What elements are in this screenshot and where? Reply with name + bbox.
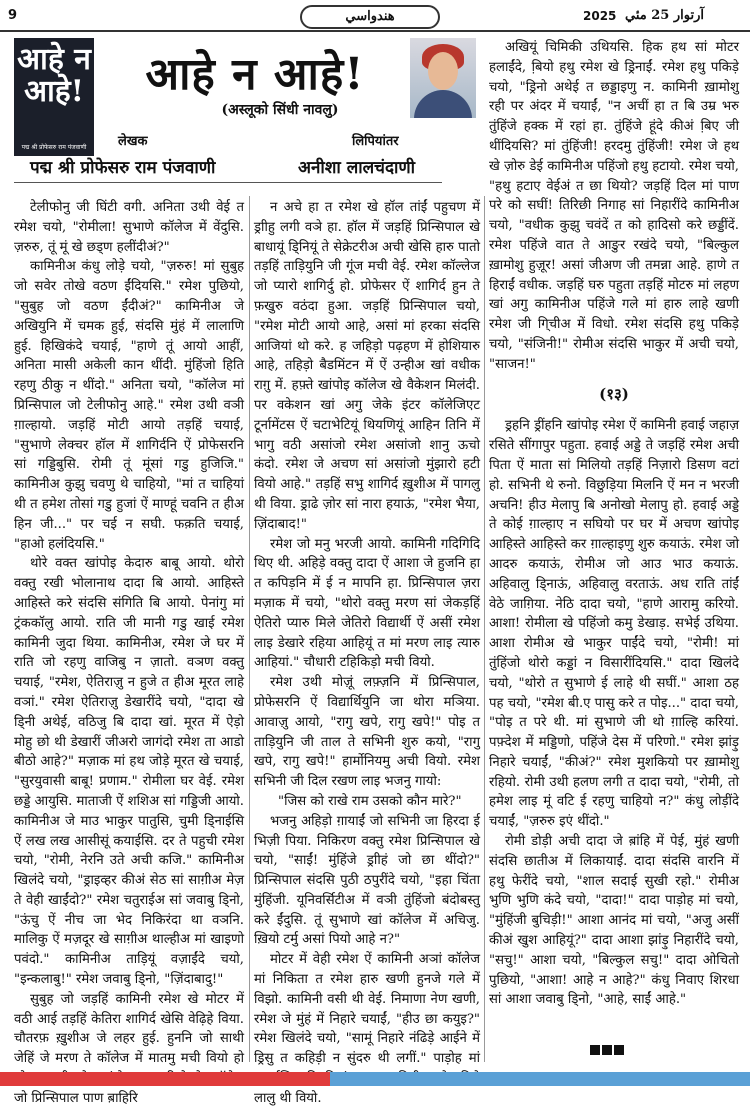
- column-2: [254, 198, 480, 1109]
- paragraph: रमेश उथी मोज़ूं लफ़्ज़नि में प्रिन्सिपाल, प्रोफेसरनि ऐं विद्यार्थियुनि जा थोरा मञिया. आवाज़ु आयो, "रागु खपे, रागु खपे!" पोइ त ताड़ियुनि जी ताल ते सभिनी शुरु कयो, "रागु खपे, रागु खपे!" हार्मोनियमु अची वियो. रमेश सभिनी जी दिल रखण लाइ भजनु गायो:: [254, 675, 480, 790]
- paragraph: भजनु अहिड़ो ग़ायाईं जो सभिनी जा हिरदा ई भिज़ी पिया. निकिरण वक्तु रमेश प्रिन्सिपाल खे चयो, "साईं! मुंहिंजे ड्राीहं जो छा थींदो?" प्रिन्सिपाल संदसि पुठी ठपुरींदे चयो, "इहा चिंता मुंहिंजी. यूनिवर्सिटीअ में वञी तुंहिंजो बंदोबस्तु करे ईंदुसि. तूं सुभाणे खां कॉलेज में अचिजु. ख़ियो टर्मु असां पियो आहे न?": [254, 813, 480, 948]
- chapter-number: (१३): [599, 384, 629, 403]
- page-header: [0, 0, 750, 34]
- date-arabic: آرتوار 25 مئي: [625, 8, 704, 23]
- paragraph: मोटर में वेही रमेश ऐं कामिनी अञां कॉलेज मां निकिता त रमेश हारु खणी हुनजे गले में विझो. कामिनी वसी थी वेई. निमाणा नेण खणी, रमेश जे मुंहं में निहारे चयाईं, "हीउ छा कयुइ?" रमेश खिलंदे चयो, "सामूं निहारे नंढिड़े आईने में ड्रिसु त कहिड़ी न सुंदरु थी लगीं." पाड़ोह मां लालु थी वियो.: [254, 952, 480, 1106]
- page-number: 9: [8, 8, 18, 23]
- paragraph: सुबुह जो जड़हिं कामिनी रमेश खे मोटर में वठी आई तड़हिं केतिरा शागिर्द खेसि वेढ़िहे विया. चौतरफ़ ख़ुशीअ जे लहर हुई. हुननि जो साथी जेहिं जे मरण ते कॉलेज में मातमु मची वियो हो जो प्रिन्सिपाल पाण ब़ाहिरि: [14, 991, 244, 1106]
- credits-rule: [14, 182, 442, 183]
- author-label: लेखक: [118, 134, 148, 149]
- paragraph: कामिनीअ कंधु लोड़े चयो, "ज़रुरु! मां सुबुह जो सवेर तोखे वठण ईंदियसि." रमेश पुछियो, "सुबुह जो वठण ईंदीअं?" कामिनीअ जे अखियुनि में चमक हुई, संदसि मुंहं में लालाणि हुई. हिखिकंदे चयाई, "हाणे तूं आयो आहीं, अनिता मासी अकेली कान थींदी. मुंहिंजो हिति रहणु ठीकु न थींदो." अनिता चयो, "कॉलेज मां प्रिन्सिपाल जो टेलीफोनु आहे." रमेश उथी वञी ग़ाल्हायो. जड़हिं मोटी आयो तड़हिं चयाई, "सुभाणे लेक्चर हॉल में शागिर्दनि ऐं प्रोफेसरनि सां गड्डिबुसि. रोमी तूं मूंसां गडु हुजिजि." कामिनीअ कुझु चवणु थे चाहियो, "मां त चाहियां थी त हमेश तोसां गडु हुजां ऐं माण्हूं चवनि त हीअ हिन जी..." पर चई न सघी. फक़ति चयाई, "हाओ हलंदियसि.": [14, 259, 244, 552]
- masthead: هندواسي: [300, 5, 440, 29]
- footer-bar: [0, 1072, 750, 1086]
- paragraph: ड्रहनि ड्रींहनि खांपोइ रमेश ऐं कामिनी हवाई जहाज़ रसिते सींगापुर पहुता. हवाई अड्डे ते जड़हिं रमेश अची पिता ऐं माता सां मिलियो तड़हिं निज़ारो डिसण वटां हो. सभिनी थे रुनो. विछुड़िया मिलनि ऐं मन न भरजी अचनि! हीउ मेलापु बि अनोखो मेलापु हो. हवाई अड्डे ते कोई ग़ाल्हाए न सघियो पर घर में अचण खांपोइ आहिस्ते आहिस्ते कर ग़ाल्हाइणु शुरु कयाऊं. रमेश जो आदरु कयाऊं, रोमीअ जो आउ भाउ कयाऊं. अहिवालु डि्नाऊं, अहिवालु वरताऊं. अध राति तांईं वेठे जाग़िया. नेठि दादा चयो, "हाणे आरामु करियो. आशा! रोमीला खे पहिंजो कमु डेखाड़. सभेई उथिया. आशा रोमीअ खे भाकुर पाईंदे चयो, "रोमी! मां तुंहिंजो थोरो कड्डां न विसारींदियसि." दादा खिलंदे चयो, "थोरो त सुभाणे ई लाहे थी सघीं." आशा ठह पह चयो, "रमेश बी.ए पासु करे त पोइ..." दादा चयो, "पोइ त परे थी. मां सुभाणे जी थो ग़ाल्हि करियां. पफ़्देश में मड्डिणो, पहिंजे देस में परिणो." रमेश झांड़ु निहारे चयाईं, "कीअं?" रमेश मुशकियो पर ख़ामोशु रहियो. रोमी उथी हलण लगी त दादा चयो, "रोमी, तो हमेश लाइ मूं वटि ई रहणु चाहियो न?" कंधु लोड़ींदे चयाईं, "ज़रुरु इएं थींदो.": [489, 418, 739, 830]
- header-rule: [0, 30, 750, 32]
- cover-subtitle: पद्म श्री प्रोफेसरु राम पंजवाणी: [21, 144, 87, 151]
- quote: "जिस को राखे राम उसको कौन मारे?": [278, 793, 462, 809]
- end-mark-icon: [590, 1040, 630, 1060]
- book-cover-image: [14, 38, 94, 156]
- column-3: [489, 38, 739, 1010]
- author-photo: [410, 38, 476, 118]
- article-subtitle: (अस्लूको सिंधी नावलु): [221, 102, 339, 118]
- paragraph: न अचे हा त रमेश खे हॉल तांईं पहुचण में ड्राीहु लगी वञे हा. हॉल में जड़हिं प्रिन्सिपाल खे बाधायूं डि्नियूं ते सेक्रेटरीअ अची खेसि हारु पातो तड़हिं ताड़ियुनि जी गूंज मची वेई. रमेश कॉल्लेज जो प्यारो शागिर्दु हो. प्रोफेसर ऐं शागिर्द हुन ते फ़खुरु वठंदा हुआ. जड़हिं प्रिन्सिपाल चयो, "रमेश मोटी आयो आहे, असां मां हरका संदसि आजियां थो करे. ह जहिड़ो पढ़हण में होशियारु आहे, तहिड़ो बैडमिंटन में ऐं उन्हीअ खां वधीक राग़ु में. हफ़्ते खांपोइ कॉलेज खे वैकेशन मिलंदी. पर वकेशन खां अगु जेके इंटर कॉलेजिएट टूर्नामेंटस ऐं चटाभेटियूं थियणियूं आहिन तिनि में भागु वठी असांजो रमेश असांजो शानु ऊचो कंदो. रमेश जे अचण सां असांजो मुंझारो हटी वियो आहे." तड़हिं सभु शागिर्द ख़ुशीअ में पागलु थी विया. ड्राढे ज़ोर सां नारा हयाऊं, "रमेश भैया, ज़िंदाबाद!": [254, 200, 480, 532]
- paragraph: टेलीफोनु जी घिंटी वगी. अनिता उथी वेई त रमेश चयो, "रोमीला! सुभाणे कॉलेज में वेंदुसि. ज़रुरु, तूं मूं खे छड्ण हलींदीअं?": [14, 200, 244, 255]
- paragraph: थोरे वक्त खांपोइ केदारु बाबू आयो. थोरो वक्तु रखी भोलानाथ दादा बि आयो. आहिस्ते आहिस्ते करे संदसि संगिति बि आयो. पेनांगु मां ट्रंककॉलु आयो. राति जी मानी गडु खाई रमेश कामिनी जुदा थिया. कामिनीअ, रमेश जे घर में राति जो रहणु वाजिबु न ज़ातो. वञण वक्तु चयाई, "रमेश, ऐतिराज़ु न हुजे त हीअ मूरत लाहे वञां." रमेश ऐतिराज़ु डेखारींदे चयो, "दादा खे डि्नी अथेई, वठिजु बि दादा खां. मूरत में ऐड़ो मोहु छो थी डेखारीं जीअरो जागंदो रमेश ता आडो बीठो आहे?" मज़ाक मां हथ जोड़े मूरत खे चयाई, "सुरयुवासी बाबू! प्रणाम." रोमीला घर वेई. रमेश छड्डे आयुसि. माताजी ऐं शशिअ सां गड्डिजी आयो. कामिनीअ जे माउ भाकुर पातुसि, चुमी डि्नाईसि ऐं लख लख आसीसूं कयाईसि. दर ते पहुची रमेश चयो, "रोमी, नेरनि उते अची कजि." कामिनीअ खिलंदे चयो, "ड्राइव्हर कीअं सेठ सां साग़ीअ मेज़ ते वेही खाईंदो?" रमेश चतुराईअ सां जवाबु डि्नो, "ऊंचु ऐं नीच जा भेद निकिरंदा था वञनि. मालिकु ऐं मज़दूर खे साग़ीअ थाल्हीअ मां खाइणो पवंदो." कामिनीअ ताड़ियूं वज़ाईंदे चयो, "इन्कलाबु!" रमेश जवाबु डि्नो, "ज़िंदाबादु!": [14, 556, 244, 988]
- column-divider: [484, 196, 485, 1062]
- paragraph: रमेश जो मनु भरजी आयो. कामिनी गदिगिदि थिए थी. अहिड़े वक्तु दादा ऐं आशा जे हुजनि हा त कपिड़नि में ई न मापनि हा. प्रिन्सिपाल ज़रा मज़ाक में चयो, "थोरो वक्तु मरण सां जेकड़हिं ऐतिरो प्यारु मिले जेतिरो विद्यार्थी ऐं असीं रमेश लाइ डेखारे रहिया आहियूं त मां मरण लाइ त्यारु आहियां." चौधारी टहिकिड़ो मची वियो.: [254, 536, 480, 671]
- author-name: पद्म श्री प्रोफेसरु राम पंजवाणी: [30, 158, 216, 178]
- paragraph: अखियूं चिमिकी उथियसि. हिक हथ सां मोटर हलाईंदे, बि़यो हथु रमेश खे ड्रिनाईं. रमेश हथु पकिड़े चयो, "ड्रिनो अथेई त छड्डाइणु न. कामिनी ख़ामोशु रही पर अंदर में चयाईं, "न अचीं हा त बि उम्र भरु तुंहिंजे हक्क में रहां हा. तुंहिंजे हूंदे कीअं बि़ए जी थींदियसि? मां तुंहिंजी! हरदमु तुंहिंजी! रमेश जे हथ खे ज़ोरु डेई कामिनीअ पहिंजो हथु हटायो. रमेश चयो, "हथु हटाए वेईअं त छा थियो? जड़हिं दिल मां पाण परे को सघीं! तिरिछी निगाह सां निहारींदे कामिनीअ चयो, "वधीक कुझु चवंदें त को हादिसो करे छड्डींदें. रमेश पहिंजे वात ते आङुर रखंदे चयो, "बिल्कुल ख़ामोशु हुज़ूर! असां जीअण जी तमन्ना आहे. हाणे त हिराईं वधीक. जड़हिं घरु पहुता तड़हिं मोटरु मां लहण खां अगु कामिनीअ पहिंजे गले मां हारु लाहे खणी रमेश जी गि्चीअ में विधो. रमेश संदसि हथु पकिड़े चयो, "संजिनी!" रोमीअ संदसि भाकुर में अची चयो, "साजन!": [489, 40, 739, 372]
- column-1: [14, 198, 244, 1109]
- date-numeric: 2025: [583, 9, 617, 23]
- translator-name: अनीशा लालचंदाणी: [298, 158, 416, 178]
- cover-title: आहे न आहे!: [17, 42, 91, 109]
- article-title: आहे न आहे!: [145, 49, 365, 100]
- translator-label: लिपियांतर: [352, 134, 399, 149]
- column-divider: [249, 196, 250, 1062]
- paragraph: रोमी डोड़ी अची दादा जे ब़ांहि में पेई, मुंहं खणी संदसि छातीअ में लिकायाईं. दादा संदसि वारनि में हथु फेरींदे चयो, "शाल सदाई सुखी रहो." रोमीअ भुणि भुणि कंदे चयो, "दादा!" दादा पाड़ोह मां चयो, "मुंहिंजी बुचिड़ी!" आशा आनंद मां चयो, "अजु असीं कीअं खुश आहियूं?" दादा आशा झांड़ु निहारींदे चयो, "सचु!" आशा चयो, "बिल्कुल सचु!" दादा ओचितो पुछियो, "आशा! आहे न आहे?" कंधु निवाए शिरधा सां आशा जवाबु डि्नो, "आहे, साईं आहे.": [489, 834, 739, 1008]
